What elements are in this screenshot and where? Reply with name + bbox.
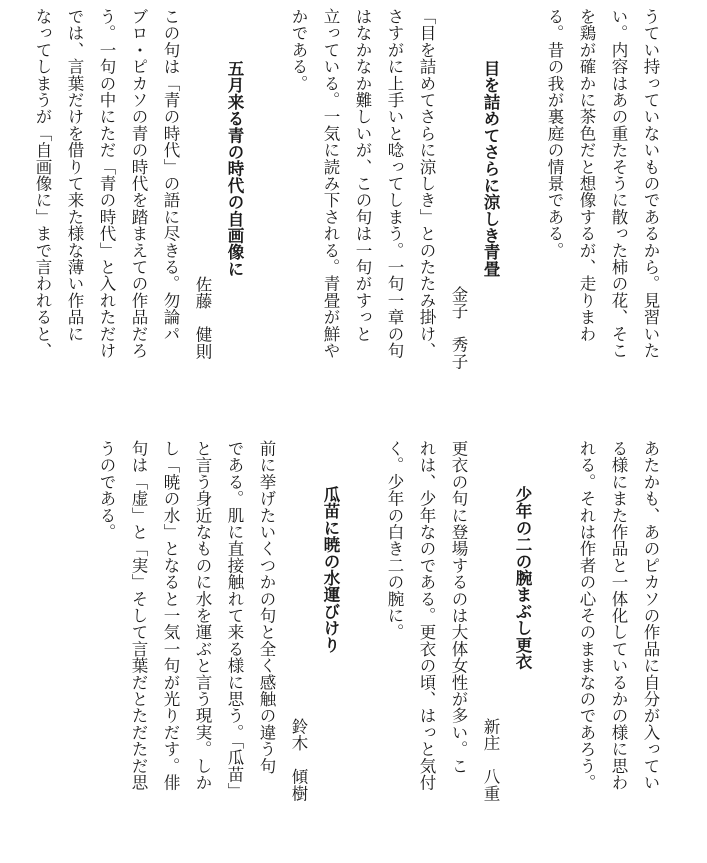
text-column: 更衣の句に登場するのは大体女性が多い。こ xyxy=(449,440,468,774)
haiku-title: 少年の二の腕まぶし更衣 xyxy=(513,486,532,670)
text-column: 「目を詰めてさらに涼しき」とのたたみ掛け、 xyxy=(417,8,436,359)
text-column: 前に挙げたいくつかの句と全く感触の違う句 xyxy=(257,440,276,774)
text-column: かである。 xyxy=(289,8,308,92)
haiku-title: 目を詰めてさらに涼しき青畳 xyxy=(481,60,500,278)
text-column: と言う身近なものに水を運ぶと言う現実。しか xyxy=(193,440,212,791)
haiku-author: 鈴木 傾樹 xyxy=(289,718,308,802)
text-column: なってしまうが「自画像に」まで言われると、 xyxy=(33,8,52,359)
text-column: では、言葉だけを借りて来た様な薄い作品に xyxy=(65,8,84,342)
text-column: う。一句の中にただ「青の時代」と入れただけ xyxy=(97,8,116,359)
haiku-author: 新庄 八重 xyxy=(481,718,500,802)
text-column: く。少年の白き二の腕に。 xyxy=(385,440,404,641)
text-column: る様にまた作品と一体化しているかの様に思わ xyxy=(609,440,628,791)
text-column: れは、少年なのである。更衣の頃、はっと気付 xyxy=(417,440,436,791)
text-column: 立っている。一気に読み下される。青畳が鮮や xyxy=(321,8,340,359)
text-column: い。内容はあの重たそうに散った柿の花、そこ xyxy=(609,8,628,359)
text-column: を鶏が確かに茶色だと想像するが、走りまわ xyxy=(577,8,596,342)
text-column: れる。それは作者の心そのままなのであろう。 xyxy=(577,440,596,791)
text-column: 句は「虚」と「実」そして言葉だとただただ思 xyxy=(129,440,148,791)
haiku-author: 金子 秀子 xyxy=(449,286,468,370)
text-column: この句は「青の時代」の語に尽きる。勿論パ xyxy=(161,8,180,342)
text-column: さすがに上手いと唸ってしまう。一句一章の句 xyxy=(385,8,404,359)
haiku-author: 佐藤 健則 xyxy=(193,276,212,360)
text-column: る。昔の我が裏庭の情景である。 xyxy=(545,8,564,259)
haiku-title: 瓜苗に暁の水運びけり xyxy=(321,486,340,653)
text-column: ブロ・ピカソの青の時代を踏まえての作品だろ xyxy=(129,8,148,359)
text-column: あたかも、あのピカソの作品に自分が入ってい xyxy=(641,440,660,791)
text-column: はなかなか難しいが、この句は一句がすっと xyxy=(353,8,372,342)
text-column: である。肌に直接触れて来る様に思う。「瓜苗」 xyxy=(225,440,244,800)
text-column: うのである。 xyxy=(97,440,116,541)
text-column: し「暁の水」となると一気一句が光りだす。俳 xyxy=(161,440,180,791)
text-column: うてい持っていないものであるから。見習いた xyxy=(641,8,660,359)
haiku-title: 五月来る青の時代の自画像に xyxy=(225,60,244,278)
